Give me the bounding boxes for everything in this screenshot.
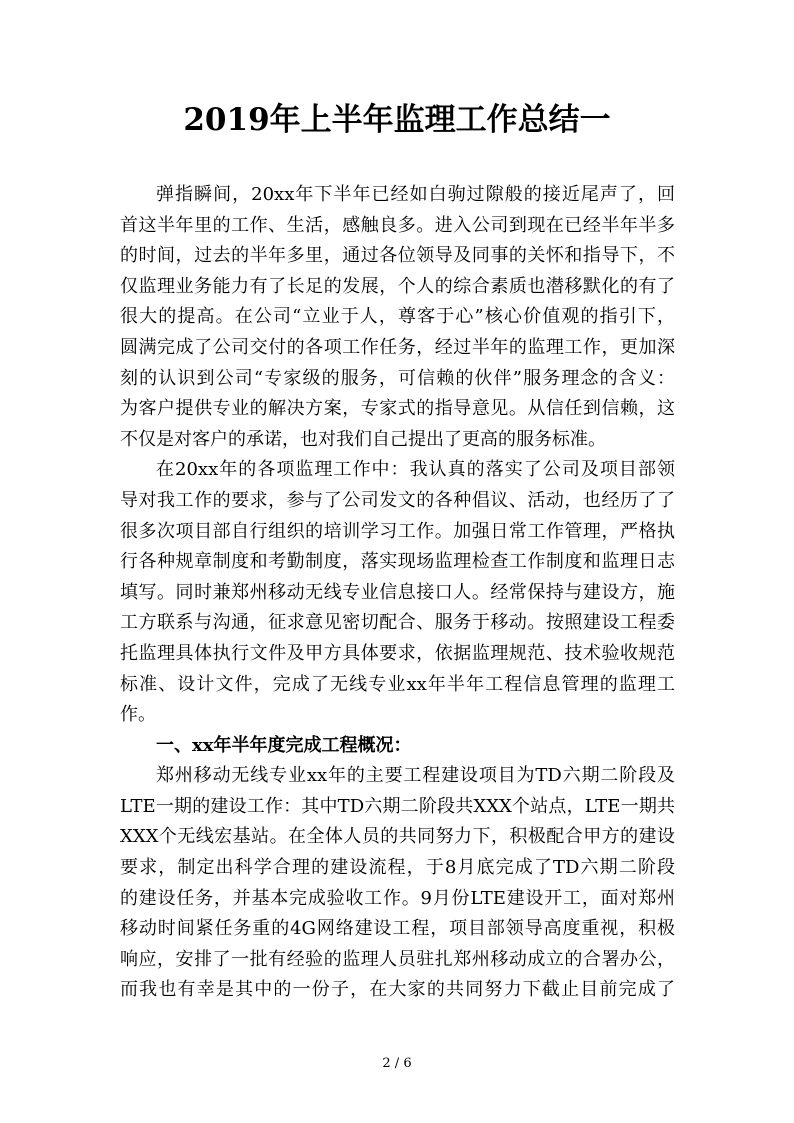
paragraph-line: 要求，制定出科学合理的建设流程，于8月底完成了TD六期二阶段 [120, 857, 675, 879]
paragraph-line: 托监理具体执行文件及甲方具体要求，依据监理规范、技术验收规范 [120, 642, 675, 664]
document-title: 2019年上半年监理工作总结一 [183, 102, 611, 138]
paragraph-line: 导对我工作的要求，参与了公司发文的各种倡议、活动，也经历了了 [120, 489, 675, 511]
section-heading: 一、xx年半年度完成工程概况： [156, 734, 412, 756]
paragraph-line: 作。 [120, 704, 156, 726]
paragraph-line: 很多次项目部自行组织的培训学习工作。加强日常工作管理，严格执 [120, 520, 675, 542]
paragraph-line: LTE一期的建设工作：其中TD六期二阶段共XXX个站点，LTE一期共 [120, 795, 675, 817]
paragraph-line: 首这半年里的工作、生活，感触良多。进入公司到现在已经半年半多 [120, 214, 675, 236]
document-body [120, 180, 675, 1006]
paragraph-line: 响应，安排了一批有经验的监理人员驻扎郑州移动成立的合署办公， [120, 948, 675, 970]
paragraph-line: 标准、设计文件，完成了无线专业xx年半年工程信息管理的监理工 [120, 673, 675, 695]
paragraph-line: 填写。同时兼郑州移动无线专业信息接口人。经常保持与建设方，施 [120, 581, 675, 603]
paragraph-line: 的建设任务，并基本完成验收工作。9月份LTE建设开工，面对郑州 [120, 887, 675, 909]
paragraph-line: 行各种规章制度和考勤制度，落实现场监理检查工作制度和监理日志 [120, 551, 675, 573]
paragraph-line: 而我也有幸是其中的一份子，在大家的共同努力下截止目前完成了 [120, 979, 675, 1001]
page-number: 2 / 6 [382, 1056, 412, 1071]
paragraph-line: 的时间，过去的半年多里，通过各位领导及同事的关怀和指导下，不 [120, 245, 675, 267]
paragraph-line: 刻的认识到公司“专家级的服务，可信赖的伙伴”服务理念的含义： [120, 367, 675, 389]
paragraph-line: 弹指瞬间，20xx年下半年已经如白驹过隙般的接近尾声了，回 [156, 184, 675, 205]
paragraph-line: 在20xx年的各项监理工作中：我认真的落实了公司及项目部领 [156, 459, 675, 481]
paragraph-line: 移动时间紧任务重的4G网络建设工程，项目部领导高度重视，积极 [120, 918, 675, 940]
paragraph-line: 不仅是对客户的承诺，也对我们自己提出了更高的服务标准。 [120, 428, 606, 450]
paragraph-line: 为客户提供专业的解决方案，专家式的指导意见。从信任到信赖，这 [120, 398, 675, 420]
paragraph-line: 工方联系与沟通，征求意见密切配合、服务于移动。按照建设工程委 [120, 612, 675, 634]
paragraph-line: 很大的提高。在公司“立业于人，尊客于心”核心价值观的指引下， [120, 306, 675, 328]
paragraph-line: 郑州移动无线专业xx年的主要工程建设项目为TD六期二阶段及 [156, 765, 675, 787]
paragraph-line: XXX个无线宏基站。在全体人员的共同努力下，积极配合甲方的建设 [120, 826, 675, 848]
paragraph-line: 圆满完成了公司交付的各项工作任务，经过半年的监理工作，更加深 [120, 336, 675, 358]
paragraph-line: 仅监理业务能力有了长足的发展，个人的综合素质也潜移默化的有了 [120, 275, 675, 297]
